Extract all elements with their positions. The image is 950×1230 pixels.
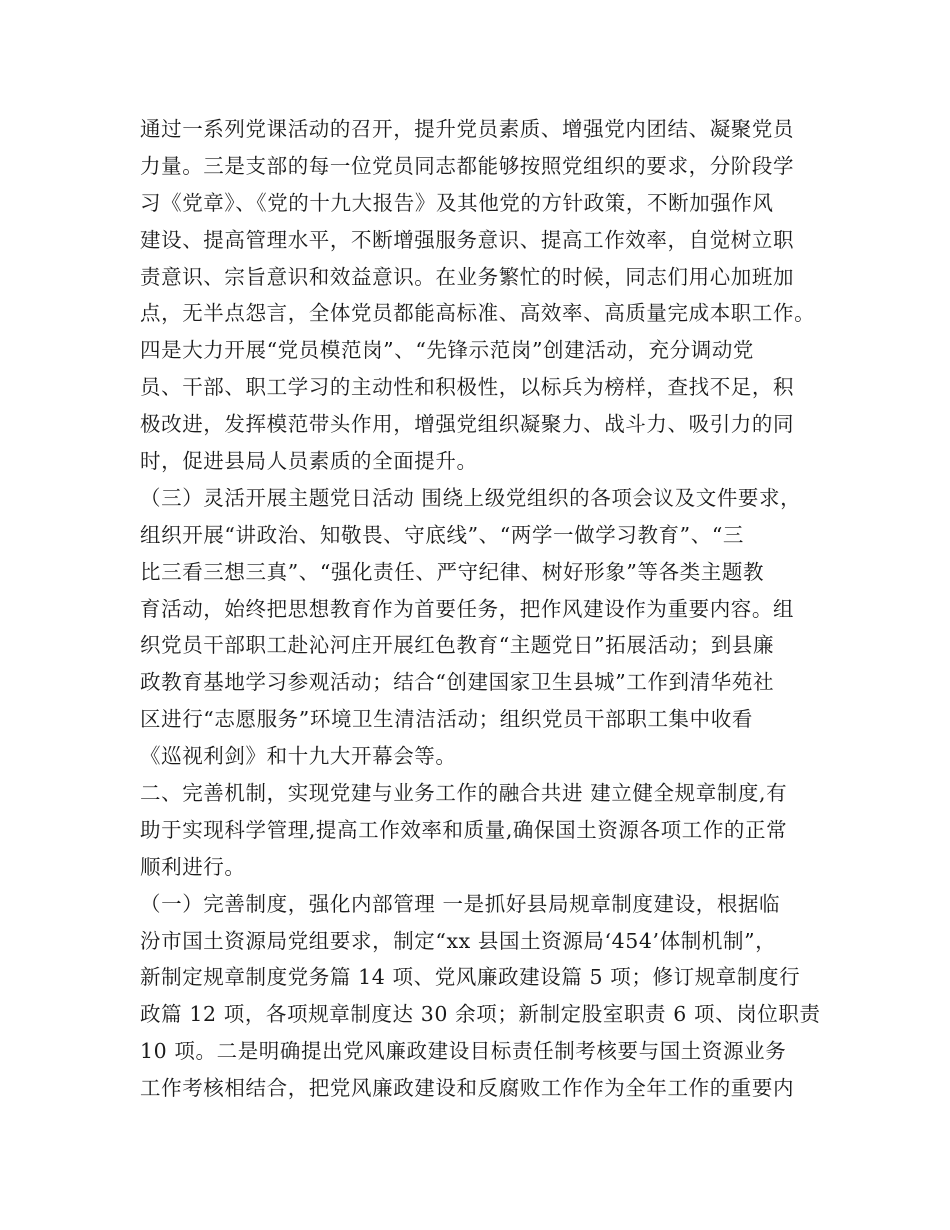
text-line: 政篇 12 项，各项规章制度达 30 余项；新制定股室职责 6 项、岗位职责 xyxy=(140,1002,821,1027)
text-line: 《巡视利剑》和十九大开幕会等。 xyxy=(140,744,457,769)
text-line: 工作考核相结合，把党风廉政建设和反腐败工作作为全年工作的重要内 xyxy=(140,1076,795,1101)
text-line: 四是大力开展“党员模范岗”、“先锋示范岗”创建活动，充分调动党 xyxy=(140,338,755,363)
text-line: 顺利进行。 xyxy=(140,854,246,879)
text-line: 责意识、宗旨意识和效益意识。在业务繁忙的时候，同志们用心加班加 xyxy=(140,264,795,289)
text-line: 时，促进县局人员素质的全面提升。 xyxy=(140,449,478,474)
text-line: 汾市国土资源局党组要求，制定“xx 县国土资源局‘454’体制机制”， xyxy=(140,928,777,953)
text-line: 区进行“志愿服务”环境卫生清洁活动；组织党员干部职工集中收看 xyxy=(140,707,753,732)
text-line: 习《党章》、《党的十九大报告》及其他党的方针政策，不断加强作风 xyxy=(140,190,774,215)
text-line: 织党员干部职工赴沁河庄开展红色教育“主题党日”拓展活动；到县廉 xyxy=(140,633,775,658)
text-line: 10 项。二是明确提出党风廉政建设目标责任制考核要与国土资源业务 xyxy=(140,1039,787,1064)
section-heading-line: 二、完善机制，实现党建与业务工作的融合共进 建立健全规章制度,有 xyxy=(140,781,788,806)
text-line: 政教育基地学习参观活动；结合“创建国家卫生县城”工作到清华苑社 xyxy=(140,670,775,695)
text-line: 建设、提高管理水平，不断增强服务意识、提高工作效率，自觉树立职 xyxy=(140,227,795,252)
text-line: 员、干部、职工学习的主动性和积极性，以标兵为榜样，查找不足，积 xyxy=(140,375,795,400)
text-line: 组织开展“讲政治、知敬畏、守底线”、“两学一做学习教育”、“三 xyxy=(140,522,744,547)
text-line: 育活动，始终把思想教育作为首要任务，把作风建设作为重要内容。组 xyxy=(140,596,795,621)
text-line: 助于实现科学管理,提高工作效率和质量,确保国土资源各项工作的正常 xyxy=(140,817,788,842)
text-line: 力量。三是支部的每一位党员同志都能够按照党组织的要求，分阶段学 xyxy=(140,153,795,178)
section-heading-line: （一）完善制度，强化内部管理 一是抓好县局规章制度建设，根据临 xyxy=(140,891,781,916)
text-line: 比三看三想三真”、“强化责任、严守纪律、树好形象”等各类主题教 xyxy=(140,559,765,584)
body-text xyxy=(140,111,840,1107)
text-line: 新制定规章制度党务篇 14 项、党风廉政建设篇 5 项；修订规章制度行 xyxy=(140,965,801,990)
text-line: 通过一系列党课活动的召开，提升党员素质、增强党内团结、凝聚党员 xyxy=(140,117,795,141)
text-line: 点，无半点怨言，全体党员都能高标准、高效率、高质量完成本职工作。 xyxy=(140,301,816,326)
text-line: 极改进，发挥模范带头作用，增强党组织凝聚力、战斗力、吸引力的同 xyxy=(140,412,795,437)
section-heading-line: （三）灵活开展主题党日活动 围绕上级党组织的各项会议及文件要求， xyxy=(140,485,802,510)
